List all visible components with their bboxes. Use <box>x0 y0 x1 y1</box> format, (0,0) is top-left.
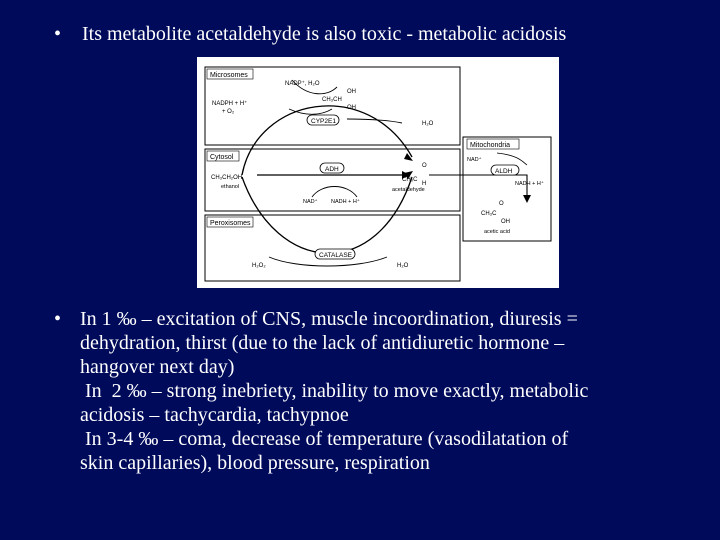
body-line-4: In 2 ‰ – strong inebriety, inability to move exactly, metabolic <box>80 380 589 402</box>
body-text <box>80 307 700 475</box>
label-h2o-perox: H₂O <box>397 263 409 269</box>
bullet-1: • <box>54 23 62 45</box>
label-ethanol: ethanol <box>221 184 240 190</box>
body-line-3: hangover next day) <box>80 356 235 378</box>
diagram-svg <box>197 57 559 288</box>
label-ch3ch: CH₃CH <box>322 97 342 103</box>
label-oh1: OH <box>347 89 356 95</box>
metabolism-diagram <box>197 57 559 288</box>
body-line-1: In 1 ‰ – excitation of CNS, muscle incoordination, diuresis = <box>80 308 578 330</box>
label-ethanol-formula: CH₃CH₂OH <box>211 175 243 181</box>
label-acetic-acid: acetic acid <box>484 229 510 235</box>
label-acetaldehyde-h: H <box>422 181 427 187</box>
body-line-6: In 3-4 ‰ – coma, decrease of temperature (vasodilatation of <box>80 428 569 450</box>
label-oh2: OH <box>347 105 356 111</box>
label-mitochondria: Mitochondria <box>470 142 511 149</box>
label-acetic-oh: OH <box>501 219 510 225</box>
label-nadp-h2o: NADP⁺, H₂O <box>285 81 320 87</box>
label-mito-nad: NAD⁺ <box>467 157 482 163</box>
label-nadh: NADH + H⁺ <box>331 199 360 205</box>
label-acetaldehyde-o: O <box>422 163 427 169</box>
label-nad: NAD⁺ <box>303 199 318 205</box>
label-h2o2: H₂O₂ <box>252 263 266 269</box>
to-mito-arrow <box>429 175 527 197</box>
label-mito-nadh: NADH + H⁺ <box>515 181 544 187</box>
label-microsomes: Microsomes <box>210 72 248 79</box>
enzyme-adh: ADH <box>325 166 339 173</box>
label-acetic-o: O <box>499 201 504 207</box>
label-nadph: NADPH + H⁺ <box>212 101 248 107</box>
label-acetic-formula: CH₃C <box>481 211 497 217</box>
bullet-2: • <box>54 308 62 330</box>
label-h2o-micro: H₂O <box>422 121 434 127</box>
label-acetaldehyde: acetaldehyde <box>392 187 425 193</box>
heading-text: Its metabolite acetaldehyde is also toxic - metabolic acidosis <box>82 23 567 45</box>
enzyme-catalase: CATALASE <box>319 252 352 259</box>
mitochondria-box <box>463 137 551 241</box>
label-o2: + O₂ <box>222 109 235 115</box>
enzyme-cyp2e1: CYP2E1 <box>311 118 336 125</box>
body-line-5: acidosis – tachycardia, tachypnoe <box>80 404 349 426</box>
body-line-2: dehydration, thirst (due to the lack of antidiuretic hormone – <box>80 332 565 354</box>
label-cytosol: Cytosol <box>210 154 234 161</box>
enzyme-aldh: ALDH <box>495 168 513 175</box>
label-peroxisomes: Peroxisomes <box>210 220 251 227</box>
body-line-7: skin capillaries), blood pressure, respiration <box>80 452 430 474</box>
label-acetaldehyde-formula: CH₃C <box>402 177 418 183</box>
